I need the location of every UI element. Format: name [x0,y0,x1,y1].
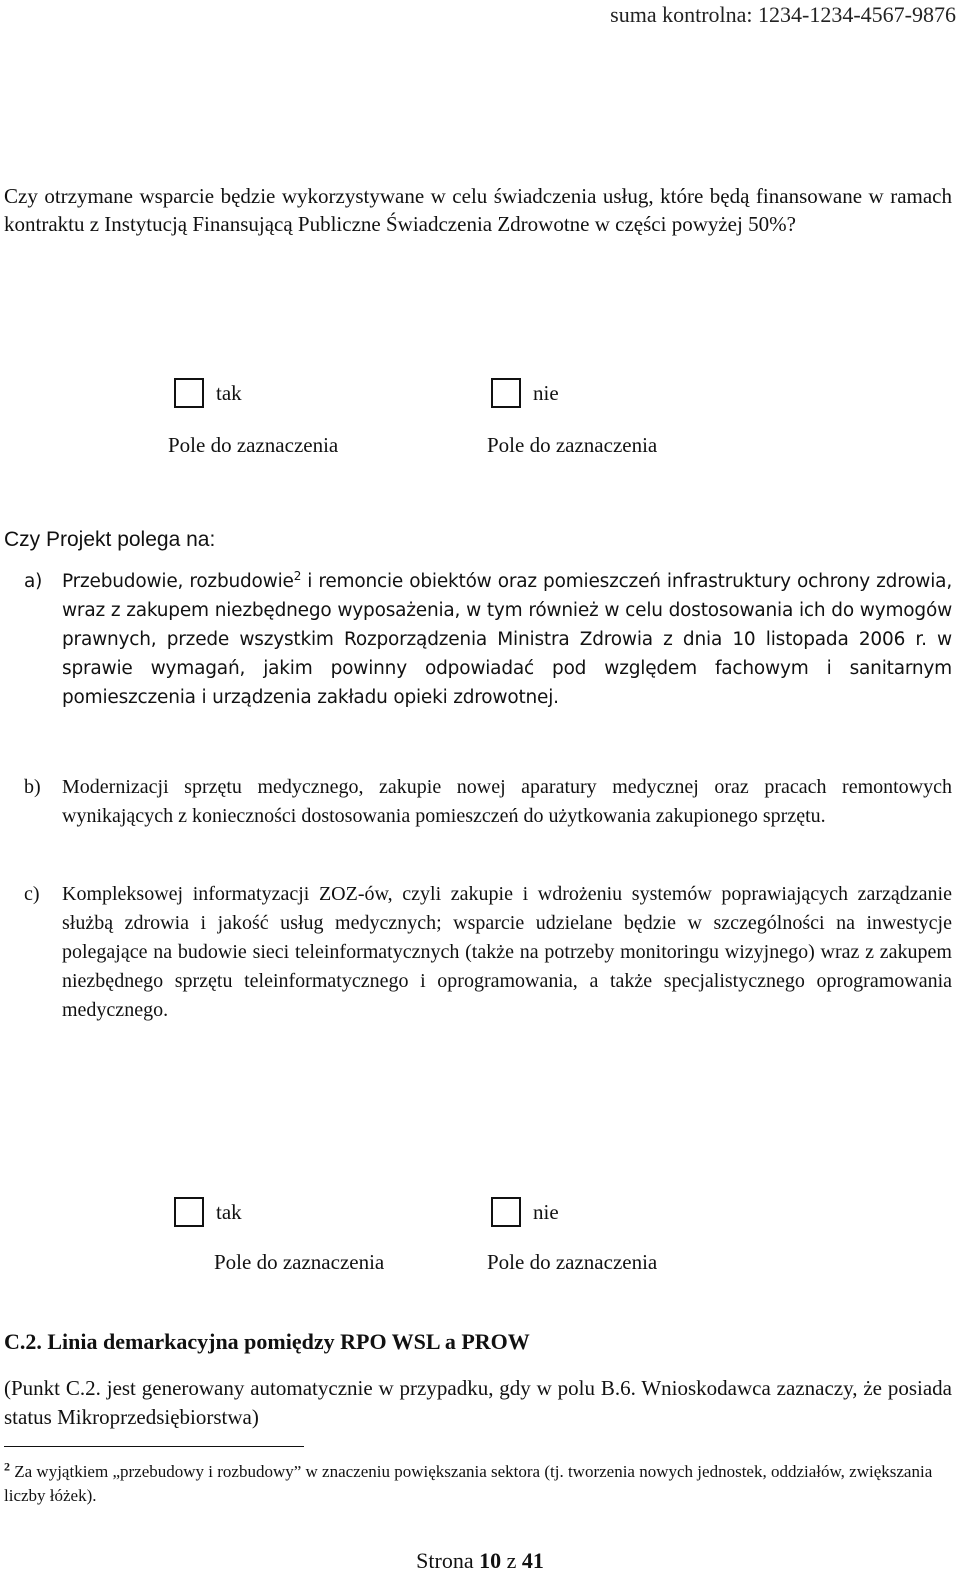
list-item-text: Modernizacji sprzętu medycznego, zakupie nowej aparatury medycznej oraz pracach remontowych wynikających z konieczności dostosowania pomieszczeń do użytkowania zakupionego sprzętu. [62,776,952,827]
footnote-divider [4,1446,304,1447]
list-item-label: b) [24,776,41,798]
list-item-label: a) [24,571,43,592]
caption-tak-1: Pole do zaznaczenia [168,433,339,457]
checkbox-tak-1[interactable] [174,378,204,408]
checkbox-nie-2[interactable] [491,1197,521,1227]
checkbox-group-nie-2[interactable] [491,1195,559,1229]
checkbox-label-tak-1: tak [216,380,242,405]
footnote-number: 2 [4,1459,10,1474]
list-item-b [24,773,952,831]
checkbox-group-nie-1[interactable] [491,376,559,410]
page-separator: z [506,1548,517,1573]
page-prefix: Strona [416,1548,474,1573]
list-item-text: Przebudowie, rozbudowie$^2$ i remoncie obiektów oraz pomieszczeń infrastruktury ochrony zdrowia, wraz z zakupem niezbędnego wyposażenia, w tym również w celu dostosowania ich do wymogów prawnych, przede wszystkim Rozporządzenia Ministra Zdrowia z dnia 10 listopada 2006 r. w sprawie wymagań, jakim powinny odpowiadać pod względem fachowym i sanitarnym pomieszczenia i urządzenia zakładu opieki zdrowotnej. [62,568,952,708]
page-number [0,1548,960,1574]
list-item-a [24,567,952,712]
checkbox-label-tak-2: tak [216,1199,242,1224]
caption-nie-2: Pole do zaznaczenia [487,1250,658,1274]
caption-nie-1: Pole do zaznaczenia [487,433,658,457]
checkbox-label-nie-2: nie [533,1199,559,1224]
caption-tak-2: Pole do zaznaczenia [214,1250,385,1274]
checkbox-tak-2[interactable] [174,1197,204,1227]
checkbox-nie-1[interactable] [491,378,521,408]
question-2-text: Czy Projekt polega na: [4,528,216,551]
footnote-text: Za wyjątkiem „przebudowy i rozbudowy” w znaczeniu powiększania sektora (tj. tworzenia nowych jednostek, oddziałów, zwiększania liczby łóżek). [4,1462,933,1505]
page-current: 10 [479,1548,502,1573]
list-item-text: Kompleksowej informatyzacji ZOZ-ów, czyli zakupie i wdrożeniu systemów poprawiających zarządzanie służbą zdrowia i jakość usług medycznych; wsparcie udzielane będzie w szczególności na inwestycje polegające na budowie sieci teleinformatycznych (także na potrzeby monitoringu wizyjnego) wraz z zakupem niezbędnego sprzętu teleinformatycznego i oprogramowania, a także specjalistycznego oprogramowania medycznego. [62,883,952,1021]
footnote-ref: 2 [293,568,302,583]
section-c2-note: (Punkt C.2. jest generowany automatycznie w przypadku, gdy w polu B.6. Wnioskodawca zaznaczy, że posiada status Mikroprzedsiębiorstwa) [4,1376,952,1429]
page-total: 41 [521,1548,544,1573]
checkbox-group-tak-2[interactable] [174,1195,242,1229]
question-1-text: Czy otrzymane wsparcie będzie wykorzystywane w celu świadczenia usług, które będą finansowane w ramach kontraktu z Instytucją Finansującą Publiczne Świadczenia Zdrowotne w części powyżej 50%? [4,184,952,236]
list-item-c [24,880,952,1025]
list-item-label: c) [24,883,40,905]
checksum-text: suma kontrolna: 1234-1234-4567-9876 [610,2,956,27]
section-heading-c2: C.2. Linia demarkacyjna pomiędzy RPO WSL a PROW [4,1329,530,1354]
footnote [4,1460,952,1508]
checkbox-label-nie-1: nie [533,380,559,405]
checkbox-group-tak-1[interactable] [174,376,242,410]
